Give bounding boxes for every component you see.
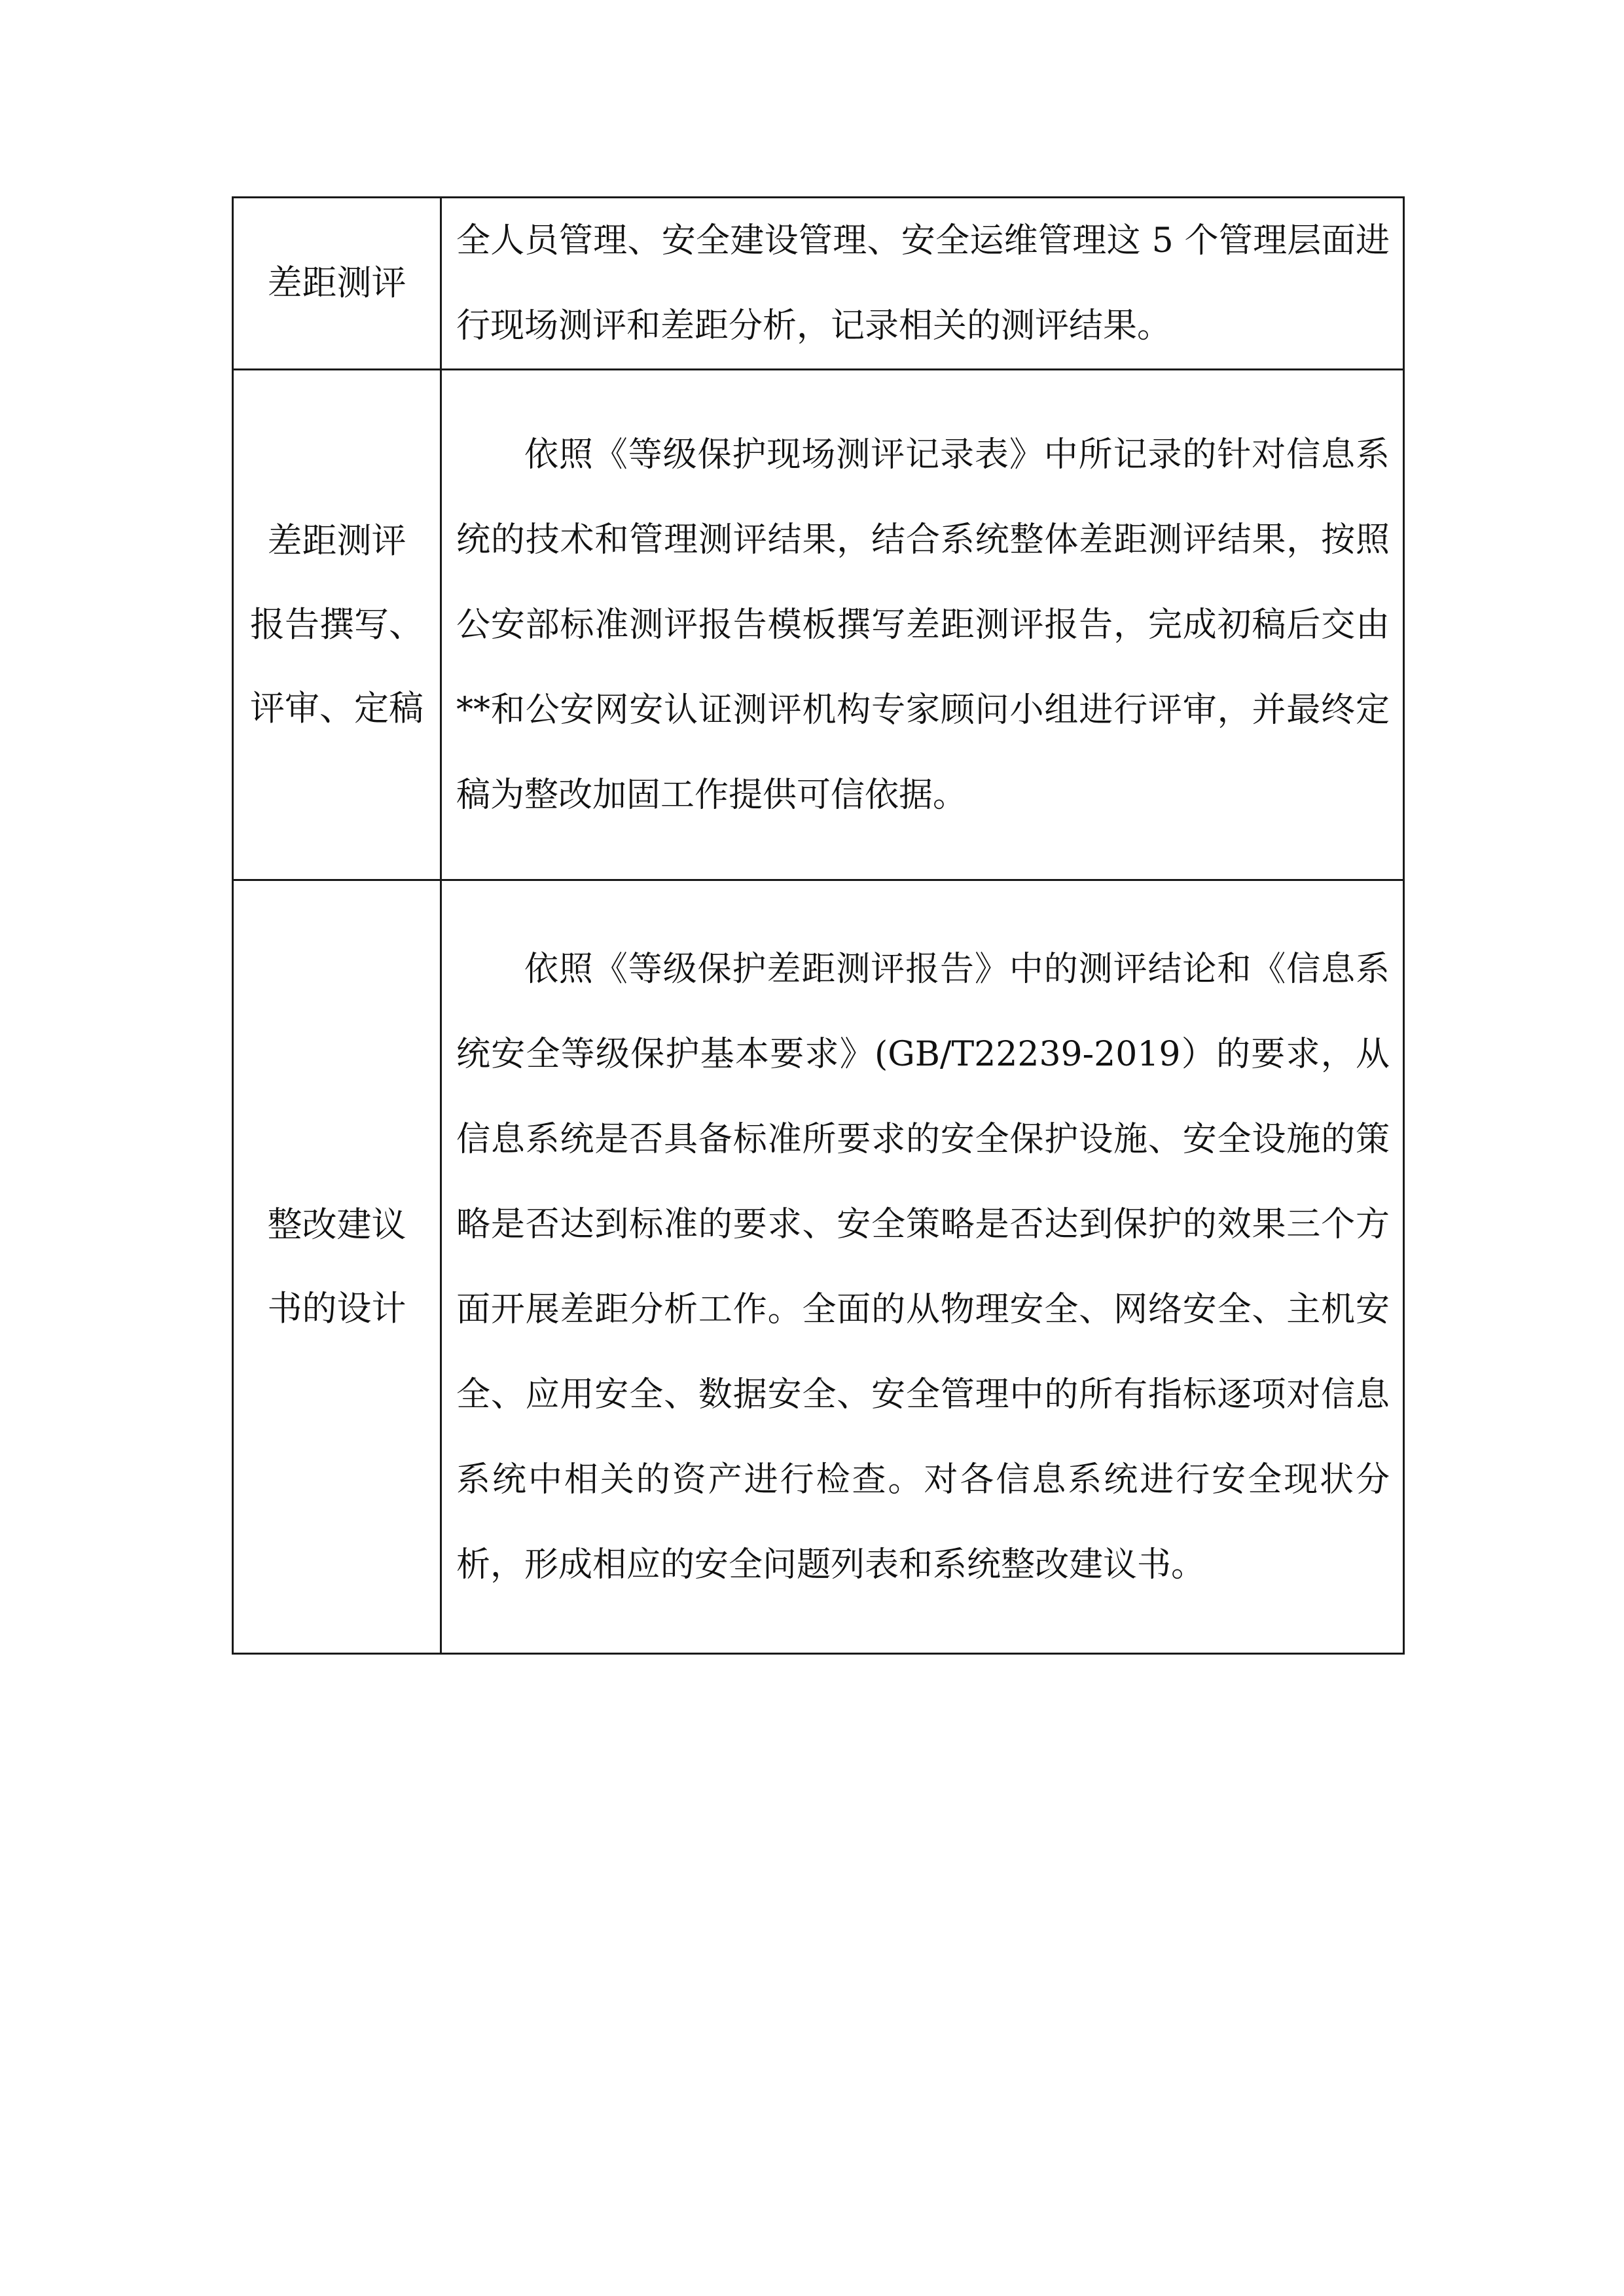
row-label-line: 差距测评 [267,520,406,561]
row-label-line: 差距测评 [267,263,406,303]
row-content-cell [441,198,1404,370]
row-content-text: 全人员管理、安全建设管理、安全运维管理这 5 个管理层面进行现场测评和差距分析，记录相关的测评结果。 [456,221,1390,346]
row-content-text: 依照《等级保护现场测评记录表》中所记录的针对信息系统的技术和管理测评结果，结合系统整体差距测评结果，按照公安部标准测评报告模板撰写差距测评报告，完成初稿后交由**和公安网安认证测评机构专家顾问小组进行评审，并最终定稿为整改加固工作提供可信依据。 [456,435,1390,815]
row-content-text: 依照《等级保护差距测评报告》中的测评结论和《信息系统安全等级保护基本要求》(GB/T22239-2019）的要求，从信息系统是否具备标准所要求的安全保护设施、安全设施的策略是否达到标准的要求、安全策略是否达到保护的效果三个方面开展差距分析工作。全面的从物理安全、网络安全、主机安全、应用安全、数据安全、安全管理中的所有指标逐项对信息系统中相关的资产进行检查。对各信息系统进行安全现状分析，形成相应的安全问题列表和系统整改建议书。 [456,949,1390,1585]
table-row [233,370,1404,880]
row-label-cell [233,880,441,1654]
table-row [233,198,1404,370]
row-label-line: 评审、定稿 [250,688,424,728]
row-label-line: 书的设计 [267,1288,406,1329]
row-label-line: 报告撰写、 [250,604,424,645]
row-label-line: 整改建议 [267,1204,406,1245]
document-table [232,196,1405,1655]
row-content-cell [441,370,1404,880]
row-label-cell [233,370,441,880]
table-row [233,880,1404,1654]
row-content-cell [441,880,1404,1654]
row-label-cell [233,198,441,370]
